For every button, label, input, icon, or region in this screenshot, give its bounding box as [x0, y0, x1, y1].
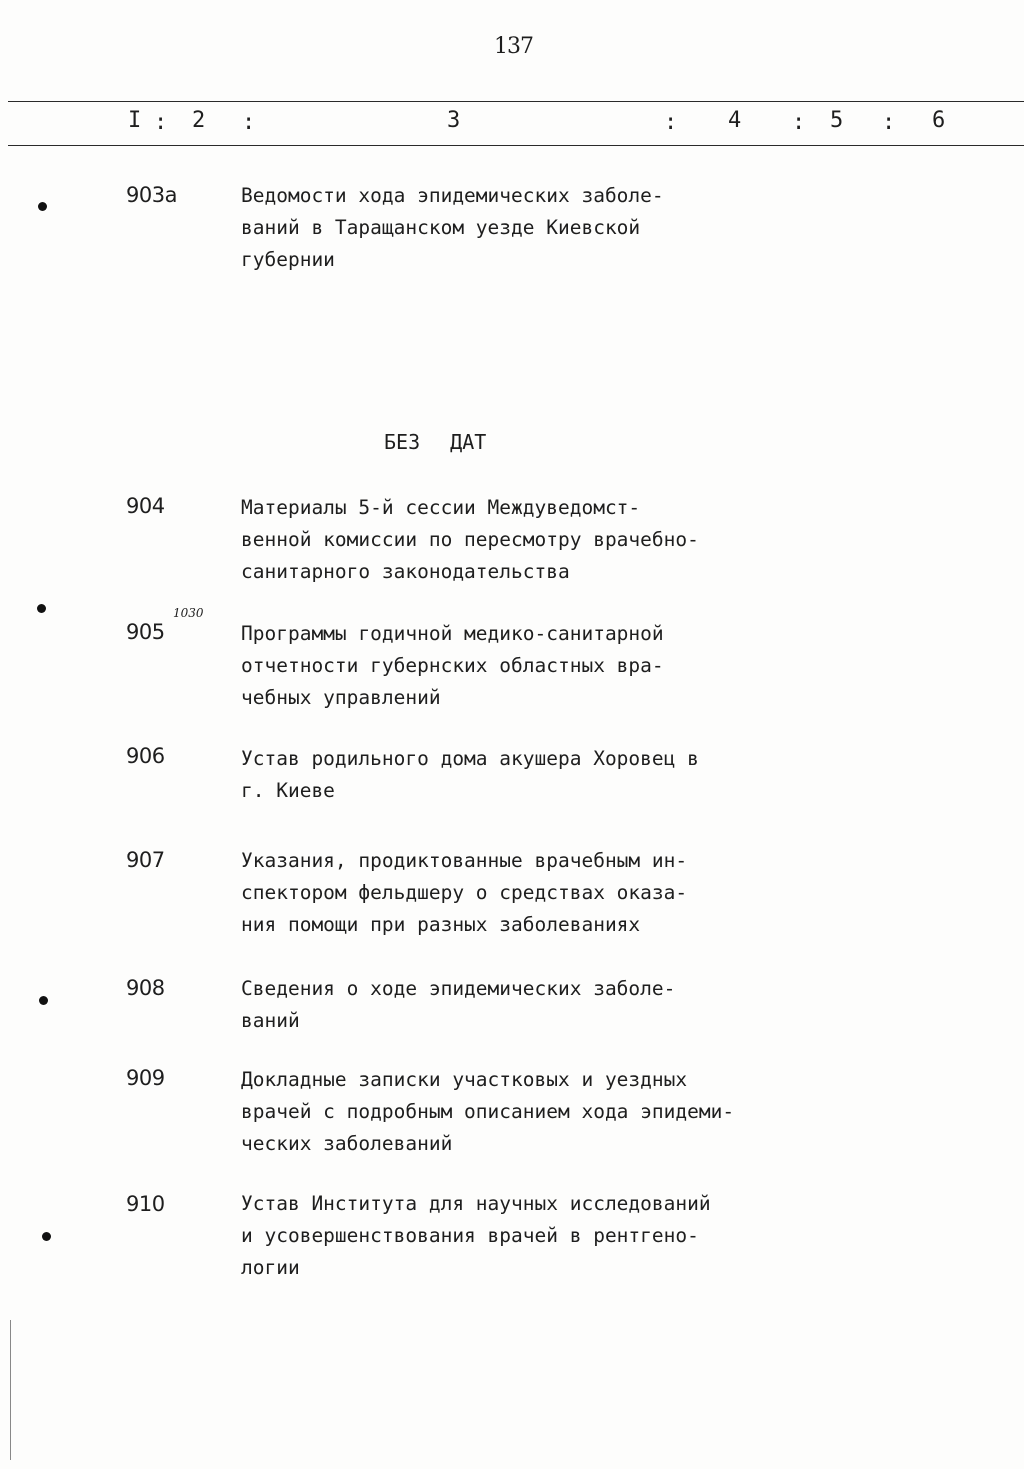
header-top-rule: [8, 101, 1024, 102]
record-title: Докладные записки участковых и уездных врачей с подробным описанием хода эпидеми- ческих заболеваний: [241, 1068, 735, 1155]
record-title: Ведомости хода эпидемических заболе- ваний в Таращанском уезде Киевской губернии: [241, 184, 664, 271]
record-title: Устав родильного дома акушера Хоровец в г. Киеве: [241, 747, 699, 802]
header-col-5: 5: [830, 108, 844, 133]
header-col-4: 4: [728, 108, 742, 133]
header-col-3: 3: [447, 108, 461, 133]
header-separator: :: [792, 110, 806, 135]
binder-hole-mark: [39, 996, 48, 1005]
binder-hole-mark: [37, 604, 46, 613]
record-title: Материалы 5-й сессии Междуведомст- венной комиссии по пересмотру врачебно- санитарного законодательства: [241, 496, 699, 583]
record-number: 906: [126, 744, 165, 768]
record-number: 904: [126, 494, 165, 518]
record-number: 910: [126, 1192, 165, 1216]
header-col-2: 2: [192, 108, 206, 133]
handwritten-sheet-count: 1030: [173, 606, 204, 620]
record-title: Устав Института для научных исследований и усовершенствования врачей в рентгено- логии: [241, 1192, 711, 1279]
header-bottom-rule: [8, 145, 1024, 146]
section-heading: БЕЗ ДАТ: [384, 430, 487, 454]
record-title: Программы годичной медико-санитарной отчетности губернских областных вра- чебных управлений: [241, 622, 664, 709]
page-number: 137: [494, 34, 533, 59]
header-col-6: 6: [932, 108, 946, 133]
record-number: 907: [126, 848, 165, 872]
record-number: 905: [126, 620, 165, 644]
header-separator: :: [882, 110, 896, 135]
header-separator: :: [154, 110, 168, 135]
header-separator: :: [664, 110, 678, 135]
header-col-1: I: [128, 108, 142, 133]
record-number: 908: [126, 976, 165, 1000]
binder-hole-mark: [42, 1232, 51, 1241]
page-edge-line: [10, 1320, 11, 1460]
header-separator: :: [242, 110, 256, 135]
binder-hole-mark: [38, 202, 47, 211]
record-title: Указания, продиктованные врачебным ин- спектором фельдшеру о средствах оказа- ния помощи при разных заболеваниях: [241, 849, 688, 936]
record-title: Сведения о ходе эпидемических заболе- ваний: [241, 977, 676, 1032]
record-number: 909: [126, 1066, 165, 1090]
record-number: 903а: [126, 183, 177, 207]
